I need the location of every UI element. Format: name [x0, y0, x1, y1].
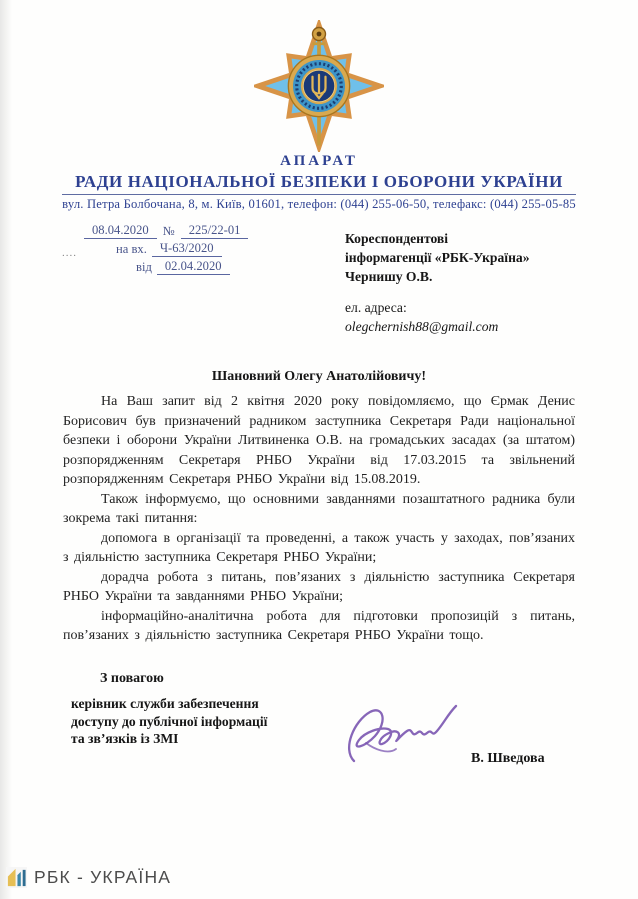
reference-block [84, 221, 248, 275]
scan-edge-shadow [0, 0, 12, 899]
form-dots: .... [62, 247, 77, 259]
letter-body [63, 392, 575, 646]
recipient-line1: Кореспондентові [345, 231, 449, 246]
rbc-logo-icon [6, 867, 27, 888]
rbc-ukraine-watermark [6, 867, 171, 888]
incoming-label: на вх. [116, 242, 147, 256]
incoming-date: 02.04.2020 [157, 259, 230, 275]
nsdc-emblem-icon [254, 20, 384, 152]
paragraph-1: На Ваш запит від 2 квітня 2020 року повідомляємо, що Єрмак Денис Борисович був призначений радником заступника Секретаря Ради національної безпеки і оборони України Литвиненка О.В. на громадських засадах (за штатом) розпорядженням Секретаря РНБО України від 17.03.2015 та звільнений розпорядженням Секретаря РНБО України від 15.08.2019. [63, 394, 575, 487]
closing-phrase: З повагою [100, 671, 164, 686]
number-sign: № [162, 224, 175, 238]
nsdc-emblem [254, 20, 384, 152]
email-address: olegchernish88@gmail.com [345, 319, 499, 334]
signer-title [71, 695, 331, 748]
incoming-number: Ч-63/2020 [152, 241, 222, 257]
incoming-ref-row [116, 239, 248, 257]
paragraph-3: допомога в організації та проведенні, а також участь у заходах, пов’язаних з діяльністю заступника Секретаря РНБО України; [63, 530, 575, 565]
paragraph-2: Також інформуємо, що основними завданнями позаштатного радника були зокрема такі питання: [63, 491, 575, 526]
recipient-block [345, 229, 620, 336]
paragraph-5: інформаційно-аналітична робота для підготовки пропозицій з питань, пов’язаних з діяльністю заступника Секретаря РНБО України тощо. [63, 608, 575, 643]
outgoing-ref-row [84, 221, 248, 239]
outgoing-date: 08.04.2020 [84, 223, 157, 239]
org-address: вул. Петра Болбочана, 8, м. Київ, 01601, телефон: (044) 255-06-50, телефакс: (044) 255-05-85 [62, 197, 576, 211]
salutation: Шановний Олегу Анатолійовичу! [211, 369, 427, 384]
incoming-date-row [136, 257, 248, 275]
recipient-line3: Чернишу О.В. [345, 269, 433, 284]
outgoing-number: 225/22-01 [181, 223, 249, 239]
rbc-ukraine-label: РБК - УКРАЇНА [34, 867, 172, 887]
email-label: ел. адреса: [345, 300, 407, 315]
org-name-line2: РАДИ НАЦІОНАЛЬНОЇ БЕЗПЕКИ І ОБОРОНИ УКРАЇНИ [75, 172, 563, 191]
signature-ink-icon [336, 697, 476, 795]
paragraph-4: дорадча робота з питань, пов’язаних з діяльністю заступника Секретаря РНБО України та завданнями РНБО України; [63, 569, 575, 604]
recipient-line2: інформагенції «РБК-Україна» [345, 250, 530, 265]
signer-title-line2: доступу до публічної інформації [71, 713, 268, 729]
handwritten-signature [336, 697, 476, 795]
org-name-line1: АПАРАТ [280, 153, 358, 169]
signer-title-line3: та зв’язків із ЗМІ [71, 731, 179, 747]
letterhead [0, 153, 638, 192]
letterhead-rule [62, 194, 576, 195]
signer-title-line1: керівник служби забезпечення [71, 696, 259, 711]
incoming-from-label: від [136, 260, 152, 274]
signer-name: В. Шведова [471, 751, 545, 766]
